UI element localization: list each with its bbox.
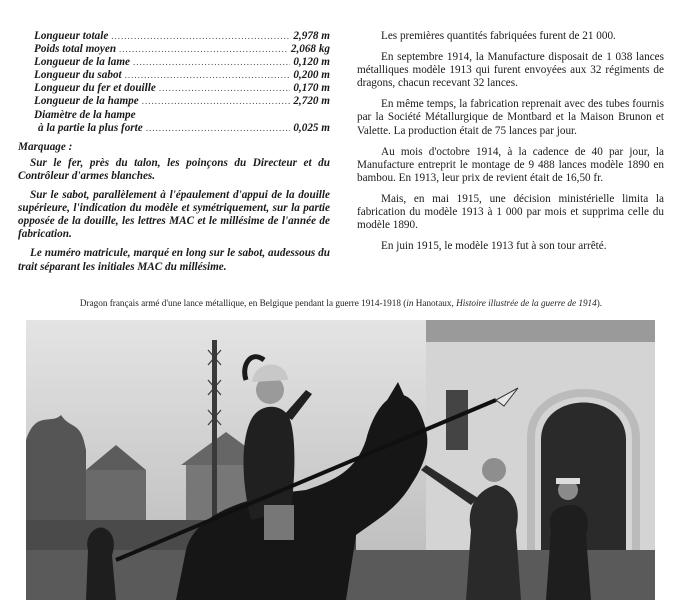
spec-value: 0,025 m <box>293 121 330 134</box>
spec-value: 2,720 m <box>293 95 330 108</box>
civilian-man <box>466 485 521 600</box>
leader-dots <box>142 95 291 108</box>
spec-label-line1: Diamètre de la hampe <box>34 108 136 121</box>
leader-dots <box>133 56 290 69</box>
saddle-bag <box>264 505 294 540</box>
spec-label: Longueur de la lame <box>34 56 131 69</box>
spec-value: 2,068 kg <box>290 43 330 56</box>
man-head <box>482 458 506 482</box>
photo-illustration <box>26 320 655 600</box>
caption-book-title: Histoire illustrée de la guerre de 1914 <box>456 298 597 308</box>
marquage-paragraph: Sur le sabot, parallèlement à l'épaulement d'appui de la douille supérieure, l'indication du modèle et symétriquement, sur la partie opposée de la douille, les lettres MAC et le millésime de l'année de fabrication. <box>18 189 330 241</box>
spec-row <box>18 69 330 82</box>
spec-label: Poids total moyen <box>34 43 117 56</box>
caption-in: in <box>406 298 414 308</box>
historical-photograph <box>26 320 655 600</box>
marquage-paragraph: Sur le fer, près du talon, les poinçons du Directeur et du Contrôleur d'armes blanches. <box>18 156 330 182</box>
spec-label: Longueur de la hampe <box>34 95 139 108</box>
bystander-cap <box>556 478 580 484</box>
marquage-heading: Marquage : <box>18 140 73 153</box>
leader-dots <box>146 122 291 135</box>
spec-row <box>18 82 330 95</box>
spec-value: 2,978 m <box>293 30 330 42</box>
leader-dots <box>119 43 288 56</box>
spec-row <box>18 30 330 43</box>
history-paragraph: En même temps, la fabrication reprenait avec des tubes fournis par la Société Métallurgique de Montbard et la Maison Brunon et Valette. La production était de 75 lances par jour. <box>357 98 664 137</box>
spec-label-line2: à la partie la plus forte <box>38 121 143 134</box>
spec-label: Longueur du sabot <box>34 69 122 82</box>
leader-dots <box>125 69 291 82</box>
spec-row <box>18 109 330 122</box>
caption-author: Hanotaux, <box>413 298 457 308</box>
photo-caption <box>18 298 664 308</box>
specifications-column <box>18 30 330 280</box>
history-column <box>357 30 664 261</box>
bystander <box>546 505 591 600</box>
soldier-background <box>86 527 116 600</box>
spec-value: 0,200 m <box>293 69 330 82</box>
pylon <box>212 340 217 540</box>
spec-row <box>18 56 330 69</box>
history-paragraph: Les premières quantités fabriquées furent de 21 000. <box>381 30 616 42</box>
spec-row <box>18 122 330 135</box>
history-paragraph: Mais, en mai 1915, une décision ministérielle limita la fabrication du modèle 1913 à 1 000 par mois et supprima celle du modèle 1890. <box>357 192 664 232</box>
history-paragraph: En juin 1915, le modèle 1913 fut à son tour arrêté. <box>381 240 607 253</box>
spec-label: Longueur totale <box>34 30 109 42</box>
leader-dots <box>111 30 290 43</box>
history-paragraph: Au mois d'octobre 1914, à la cadence de 40 par jour, la Manufacture entreprit le montage de 9 488 lances modèle 1890 en bambou. En 1913, leur prix de revient était de 16,50 fr. <box>357 145 664 184</box>
spec-row <box>18 43 330 56</box>
spec-row <box>18 95 330 108</box>
caption-main: Dragon français armé d'une lance métallique, en Belgique pendant la guerre 1914-1918 ( <box>79 298 407 308</box>
leader-dots <box>159 82 291 95</box>
spec-value: 0,120 m <box>293 56 330 69</box>
caption-end: ). <box>596 298 603 308</box>
spec-label: Longueur du fer et douille <box>34 82 156 95</box>
history-paragraph: En septembre 1914, la Manufacture disposait de 1 038 lances métalliques modèle 1913 qui furent envoyées aux 32 régiments de dragons, chacun recevant 32 lances. <box>357 51 664 90</box>
roof-edge <box>426 320 655 342</box>
spec-value: 0,170 m <box>293 82 330 95</box>
marquage-paragraph: Le numéro matricule, marqué en long sur le sabot, audessous du trait séparant les initiales MAC du millésime. <box>18 247 330 273</box>
